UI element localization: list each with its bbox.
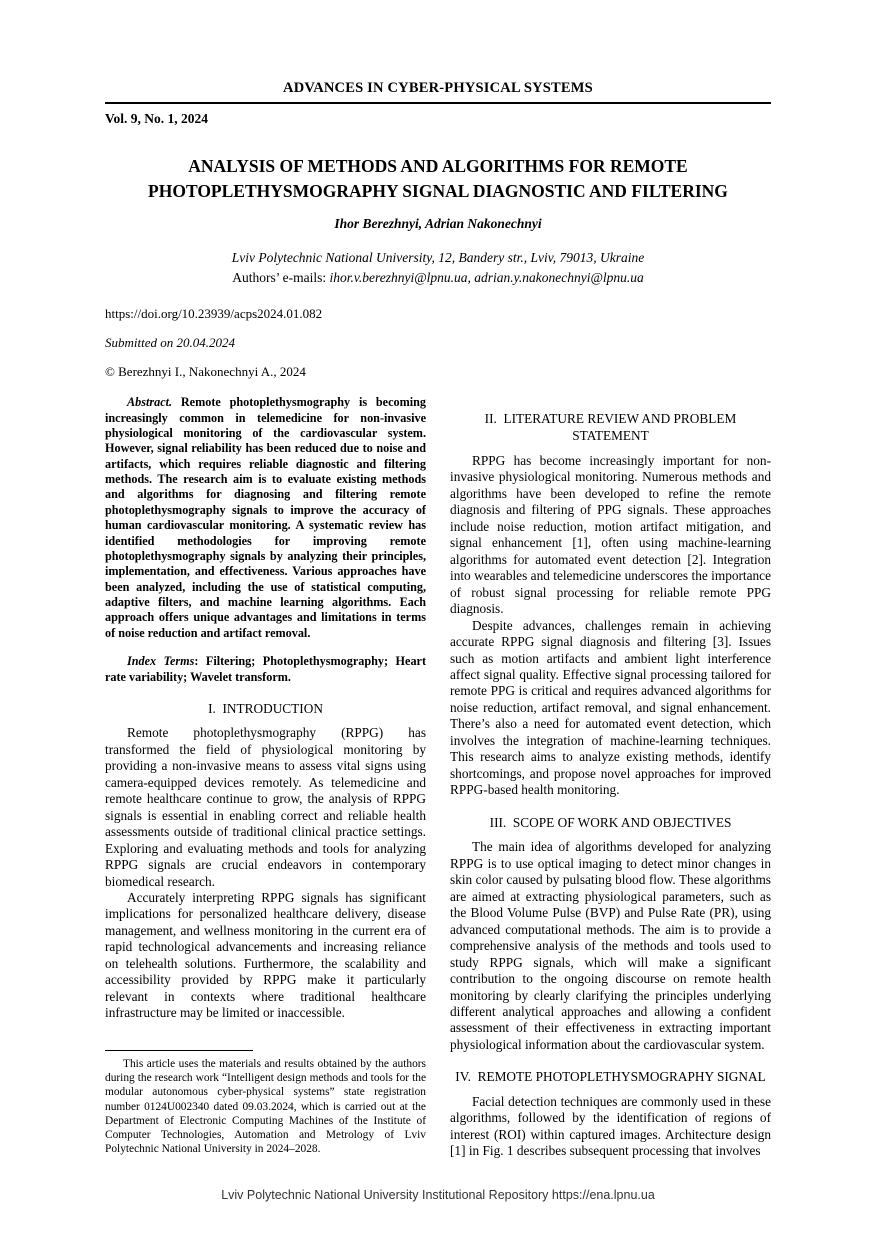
affiliation-block [105,248,771,287]
copyright-line: © Berezhnyi I., Nakonechnyi A., 2024 [105,364,306,380]
affiliation: Lviv Polytechnic National University, 12, Bandery str., Lviv, 79013, Ukraine [231,250,645,265]
volume-info: Vol. 9, No. 1, 2024 [105,111,209,126]
section-heading-rppg-signal: IV. REMOTE PHOTOPLETHYSMOGRAPHY SIGNAL [455,1069,766,1085]
submitted-date: Submitted on 20.04.2024 [105,335,235,351]
index-terms-label: Index Terms [127,654,195,669]
paragraph: Remote photoplethysmography (RPPG) has transformed the field of physiological monitoring by providing a non-invasive means to assess vital signs using camera-equipped devices remotely. As telemedicine and remote healthcare continue to grow, the analysis of RPPG signals is essential in enabling correct and reliable health assessments outside of traditional clinical practice settings. Exploring and evaluating methods and tools for analyzing RPPG signals are crucial endeavors in contemporary biomedical research. [105,725,426,889]
paragraph: The main idea of algorithms developed for analyzing RPPG is to use optical imaging to detect minor changes in skin color caused by pulsating blood flow. These algorithms are aimed at extracting physiological parameters, such as the Blood Volume Pulse (BVP) and Pulse Rate (PR), using advanced computational methods. The aim is to provide a comprehensive analysis of the methods and tools used to study RPPG signals, which will make a significant contribution to the ongoing discourse on remote health monitoring by clearly clarifying the principles underlying different analytical approaches and allowing a confident assessment of their effectiveness in extracting important physiological information about the cardiovascular system. [450,839,771,1052]
left-column [105,395,426,1160]
abstract-paragraph [105,395,426,641]
header-rule [105,102,771,104]
paragraph: Facial detection techniques are commonly used in these algorithms, followed by the identification of regions of interest (ROI) within captured images. Architecture design [1] in Fig. 1 describes subsequent processing that involves [450,1093,771,1159]
right-column [450,395,771,1160]
paragraph: RPPG has become increasingly important for non-invasive physiological monitoring. Numerous methods and algorithms have been developed to refine the remote diagnosis and filtering of PPG signals. These approaches include noise reduction, motion artifact mitigation, and signal enhancement [1], often using machine-learning algorithms for automated event detection [2]. Integration into wearables and telemedicine underscores the importance of robust signal processing for reliable remote PPG diagnosis. [450,452,771,617]
index-terms-text: : Filtering; Photoplethysmography; Heart rate variability; Wavelet transform. [105,654,427,684]
doi-link[interactable]: https://doi.org/10.23939/acps2024.01.082 [105,306,323,322]
section-heading-literature-review: II. LITERATURE REVIEW AND PROBLEM STATEMENT [484,411,737,444]
article-title: ANALYSIS OF METHODS AND ALGORITHMS FOR REMOTE PHOTOPLETHYSMOGRAPHY SIGNAL DIAGNOSTIC AND FILTERING [148,156,728,201]
abstract-label: Abstract. [127,395,173,410]
section-heading-scope: III. SCOPE OF WORK AND OBJECTIVES [489,814,732,830]
emails: ihor.v.berezhnyi@lpnu.ua, adrian.y.nakonechnyi@lpnu.ua [329,269,644,285]
emails-line [105,268,771,288]
repository-footer-text: Lviv Polytechnic National University Institutional Repository [221,1188,549,1202]
paragraph: Accurately interpreting RPPG signals has significant implications for personalized healthcare delivery, disease management, and wellness monitoring in the current era of rapid technological advancements and increasing reliance on telehealth solutions. Furthermore, the scalability and accessibility provided by RPPG make it particularly relevant in contexts where traditional healthcare infrastructure may be limited or inaccessible. [105,890,426,1021]
journal-header [105,80,771,127]
footnote-rule [105,1050,253,1051]
footnote-text: This article uses the materials and results obtained by the authors during the research work “Intelligent design methods and tools for the modular autonomous cyber-physical systems” state registration number 0124U002340 dated 09.03.2024, which is carried out at the Department of Electronic Computing Machines of the Institute of Computer Technologies, Automation and Metrology of Lviv Polytechnic National University in 2024–2028. [105,1057,426,1156]
index-terms-paragraph [105,654,426,685]
emails-label: Authors’ e-mails: [232,269,330,285]
footnote-block [105,1050,426,1157]
repository-footer [0,1188,876,1202]
article-authors: Ihor Berezhnyi, Adrian Nakonechnyi [334,216,542,231]
repository-link[interactable]: https://ena.lpnu.ua [551,1188,655,1202]
section-heading-introduction: I. INTRODUCTION [208,700,323,716]
journal-title: ADVANCES IN CYBER-PHYSICAL SYSTEMS [283,80,593,96]
paragraph: Despite advances, challenges remain in achieving accurate RPPG signal diagnosis and filtering [3]. Issues such as motion artifacts and ambient light interference affect signal quality. Effective signal processing tailored for remote PPG is critical and requires advanced algorithms for noise reduction, artifact removal, and signal enhancement. There’s also a need for automated event detection, which involves the integration of machine-learning techniques. This research aims to analyze existing methods, identify shortcomings, and propose novel approaches for improved RPPG-based health monitoring. [450,617,771,798]
abstract-text: Remote photoplethysmography is becoming increasingly common in telemedicine for non-invasive physiological monitoring of the cardiovascular system. However, signal reliability has been reduced due to noise and artifacts, which requires reliable diagnostic and filtering methods. The research aim is to evaluate existing methods and algorithms for diagnosing and filtering remote photoplethysmography signals to improve the accuracy of human cardiovascular monitoring. A systematic review has identified methodologies for improving remote photoplethysmography signals by analyzing their principles, implementation, and effectiveness. Various approaches have been analyzed, including the use of statistical computing, adaptive filters, and machine learning algorithms. Each approach offers unique advantages and limitations in terms of noise reduction and artifact removal. [105,395,427,640]
two-column-body [105,395,771,1160]
